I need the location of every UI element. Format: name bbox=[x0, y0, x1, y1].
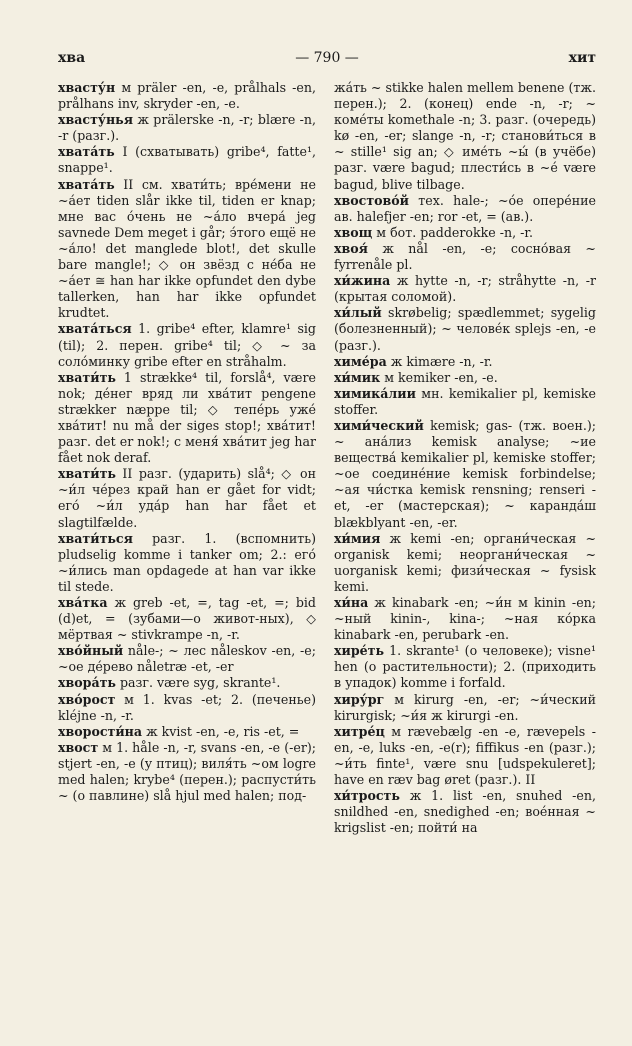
dictionary-entry bbox=[334, 386, 596, 418]
entry-headword: хвати́ть bbox=[58, 369, 116, 385]
entry-definition: м kirurg -en, -er; ~и́ческий kirurgisk; ~и́я ж kirurgi -en. bbox=[334, 691, 596, 723]
entry-definition: м 1. kvas -et; 2. (печенье) kléjne -n, -r. bbox=[58, 691, 316, 723]
entry-headword: хвасту́нья bbox=[58, 112, 134, 128]
dictionary-entry bbox=[58, 144, 316, 176]
dictionary-entry bbox=[58, 675, 316, 691]
entry-definition: ж greb -et, =, tag -et, =; bid (d)et, = (зубами—о живот-ных), ◇ мёртвая ~ stivkrampe -n, -r. bbox=[58, 595, 316, 643]
dictionary-entry bbox=[58, 370, 316, 467]
entry-headword: химика́лии bbox=[334, 385, 416, 401]
entry-headword: хвоя́ bbox=[334, 240, 368, 256]
entry-definition: ж kvist -en, -e, ris -et, = bbox=[142, 723, 300, 739]
dictionary-entry bbox=[334, 724, 596, 788]
entry-headword: хвощ bbox=[334, 224, 373, 240]
entry-headword: хвост bbox=[58, 739, 99, 755]
entry-headword: хвати́ться bbox=[58, 530, 133, 546]
dictionary-entry bbox=[58, 80, 316, 112]
entry-headword: хвата́ть bbox=[58, 176, 115, 192]
left-column bbox=[58, 80, 316, 1000]
entry-headword: хворости́на bbox=[58, 723, 143, 739]
entry-definition: мн. kemikalier pl, kemiske stoffer. bbox=[334, 385, 596, 417]
entry-definition: 1. skrante¹ (о человеке); visne¹ hen (о растительности); 2. (приходить в упадок) komme i forfald. bbox=[334, 643, 596, 691]
dictionary-entry bbox=[58, 466, 316, 530]
dictionary-entry bbox=[334, 193, 596, 225]
dictionary-entry bbox=[334, 305, 596, 353]
entry-definition: разг. være syg, skrante¹. bbox=[115, 675, 281, 691]
dictionary-entry bbox=[334, 531, 596, 595]
entry-definition: м 1. håle -n, -r, svans -en, -e (-er); stjert -en, -e (у птиц); виля́ть ~ом logre med halen; krybe⁴ (перен.); распусти́ть ~ (о павлине) slå hjul med halen; под- bbox=[58, 739, 316, 804]
header-right-guideword: хит bbox=[568, 50, 596, 66]
dictionary-entry bbox=[58, 595, 316, 643]
entry-headword: хи́мик bbox=[334, 369, 381, 385]
dictionary-entry bbox=[334, 370, 596, 386]
right-column bbox=[334, 80, 596, 940]
dictionary-entry bbox=[334, 692, 596, 724]
entry-definition: ж hytte -n, -r; stråhytte -n, -r (крытая соломой). bbox=[334, 273, 596, 305]
entry-definition: м rævebælg -en -e, rævepels -en, -e, luks -en, -e(r); fiffikus -en (разг.); ~и́ть finte¹, være snu [udspekuleret]; have en ræv bag øret (разг.). II bbox=[334, 723, 596, 788]
dictionary-entry bbox=[58, 724, 316, 740]
entry-definition: 1. gribe⁴ efter, klamre¹ sig (til); 2. перен. gribe⁴ til; ◇ ~ за соло́минку gribe efter en stråhalm. bbox=[58, 321, 316, 369]
dictionary-entry bbox=[58, 692, 316, 724]
entry-headword: хвасту́н bbox=[58, 80, 116, 95]
entry-definition: kemisk; gas- (тж. воен.); ~ ана́лиз kemisk analyse; ~ие вещества́ kemikalier pl, kemiske stoffer; ~ое соедине́ние kemisk forbindelse; ~ая чи́стка kemisk rensning; renseri -et, -er (мастерская); ~ каранда́ш blækblyant -en, -er. bbox=[334, 417, 596, 530]
entry-definition: разг. 1. (вспомнить) pludselig komme i tanker om; 2.: его́ ~и́лись man opdagede at han var ikke til stede. bbox=[58, 530, 316, 594]
entry-headword: хими́ческий bbox=[334, 417, 424, 433]
entry-headword: хвостово́й bbox=[334, 192, 410, 208]
entry-headword: хи́жина bbox=[334, 273, 391, 289]
entry-headword: хире́ть bbox=[334, 643, 385, 659]
entry-definition: тех. hale-; ~о́е опере́ние ав. halefjer -en; ror -et, = (ав.). bbox=[334, 192, 596, 224]
dictionary-entry bbox=[58, 643, 316, 675]
dictionary-entry bbox=[58, 531, 316, 595]
entry-definition: жа́ть ~ stikke halen mellem benene (тж. перен.); 2. (конец) ende -n, -r; ~ коме́ты komethale -n; 3. разг. (очередь) kø -en, -er; slange -n, -r; станови́ться в ~ stille¹ sig an; ◇ име́ть ~ы́ (в учёбе) разг. være bagud; плести́сь в ~е́ være bagud, blive tilbage. bbox=[334, 80, 596, 192]
entry-definition: skrøbelig; spædlemmet; sygelig (болезненный); ~ челове́к splejs -en, -e (разг.). bbox=[334, 305, 596, 353]
entry-headword: хи́лый bbox=[334, 305, 382, 321]
entry-headword: хвата́ть bbox=[58, 144, 115, 160]
entry-headword: хитре́ц bbox=[334, 723, 385, 739]
header-left-guideword: хва bbox=[58, 50, 86, 66]
dictionary-entry bbox=[334, 354, 596, 370]
entry-headword: хи́трость bbox=[334, 788, 400, 804]
entry-definition: ж prälerske -n, -r; blære -n, -r (разг.). bbox=[58, 112, 316, 144]
entry-definition: 1 strække⁴ til, forslå⁴, være nok; де́нег вряд ли хва́тит pengene strækker næppe til; ◇ тепе́рь уже́ хва́тит! nu må der siges stop!; хва́тит! разг. det er nok!; с меня́ хва́тит jeg har fået nok deraf. bbox=[58, 369, 316, 466]
dictionary-entry bbox=[334, 273, 596, 305]
entry-definition: ж nål -en, -e; сосно́вая ~ fyrrenåle pl. bbox=[334, 240, 596, 273]
entry-definition: I (схватывать) gribe⁴, fatte¹, snappe¹. bbox=[58, 144, 316, 176]
dictionary-entry bbox=[334, 80, 596, 193]
entry-definition: м бот. padderokke -n, -r. bbox=[372, 224, 533, 240]
dictionary-entry bbox=[58, 740, 316, 804]
entry-headword: хи́мия bbox=[334, 530, 381, 546]
entry-headword: хво́йный bbox=[58, 643, 124, 659]
entry-definition: ж kemi -en; органи́ческая ~ organisk kemi; неоргани́ческая ~ uorganisk kemi; физи́ческая ~ fysisk kemi. bbox=[334, 530, 596, 594]
dictionary-entry bbox=[58, 321, 316, 369]
entry-headword: химе́ра bbox=[334, 353, 387, 369]
dictionary-entry bbox=[334, 643, 596, 691]
dictionary-entry bbox=[58, 112, 316, 144]
entry-definition: ж kinabark -en; ~и́н м kinin -en; ~ный kinin-, kina-; ~ная ко́рка kinabark -en, perubark -en. bbox=[334, 595, 596, 643]
entry-definition: II см. хвати́ть; вре́мени не ~а́ет tiden slår ikke til, tiden er knap; мне вас о́чень не ~а́ло вчера́ jeg savnede Dem meget i går; э́того ещё не ~а́ло! det manglede blot!, det skulle bare mangle!; ◇ он звёзд с не́ба не ~а́ет ≅ han har ikke opfundet den dybe tallerken, han har ikke opfundet krudtet. bbox=[58, 176, 316, 321]
dictionary-entry bbox=[58, 177, 316, 322]
entry-definition: м präler -en, -e, prålhals -en, prålhans inv, skryder -en, -e. bbox=[58, 80, 316, 112]
entry-headword: хво́рост bbox=[58, 691, 116, 707]
entry-definition: nåle-; ~ лес nåleskov -en, -e; ~ое де́рево nåletræ -et, -er bbox=[58, 643, 316, 675]
dictionary-entry bbox=[334, 241, 596, 273]
entry-headword: хвати́ть bbox=[58, 466, 116, 482]
entry-headword: хва́тка bbox=[58, 595, 108, 610]
header-page-number: — 790 — bbox=[295, 50, 359, 66]
dictionary-entry bbox=[334, 225, 596, 241]
entry-headword: хвата́ться bbox=[58, 321, 132, 337]
entry-definition: ж kimære -n, -r. bbox=[386, 353, 493, 369]
entry-definition: м kemiker -en, -e. bbox=[380, 369, 498, 385]
dictionary-entry bbox=[334, 595, 596, 643]
entry-headword: хи́на bbox=[334, 595, 369, 610]
entry-headword: хиру́рг bbox=[334, 691, 385, 707]
dictionary-entry bbox=[334, 788, 596, 836]
dictionary-entry bbox=[334, 418, 596, 531]
entry-definition: ж 1. list -en, snuhed -en, snildhed -en, snedighed -en; вое́нная ~ krigslist -en; пойти́ на bbox=[334, 788, 596, 836]
running-header bbox=[58, 50, 596, 72]
entry-headword: хвора́ть bbox=[58, 675, 116, 691]
entry-definition: II разг. (ударить) slå⁴; ◇ он ~и́л че́рез край han er gået for vidt; его́ ~и́л уда́р han har fået et slagtilfælde. bbox=[58, 466, 316, 530]
